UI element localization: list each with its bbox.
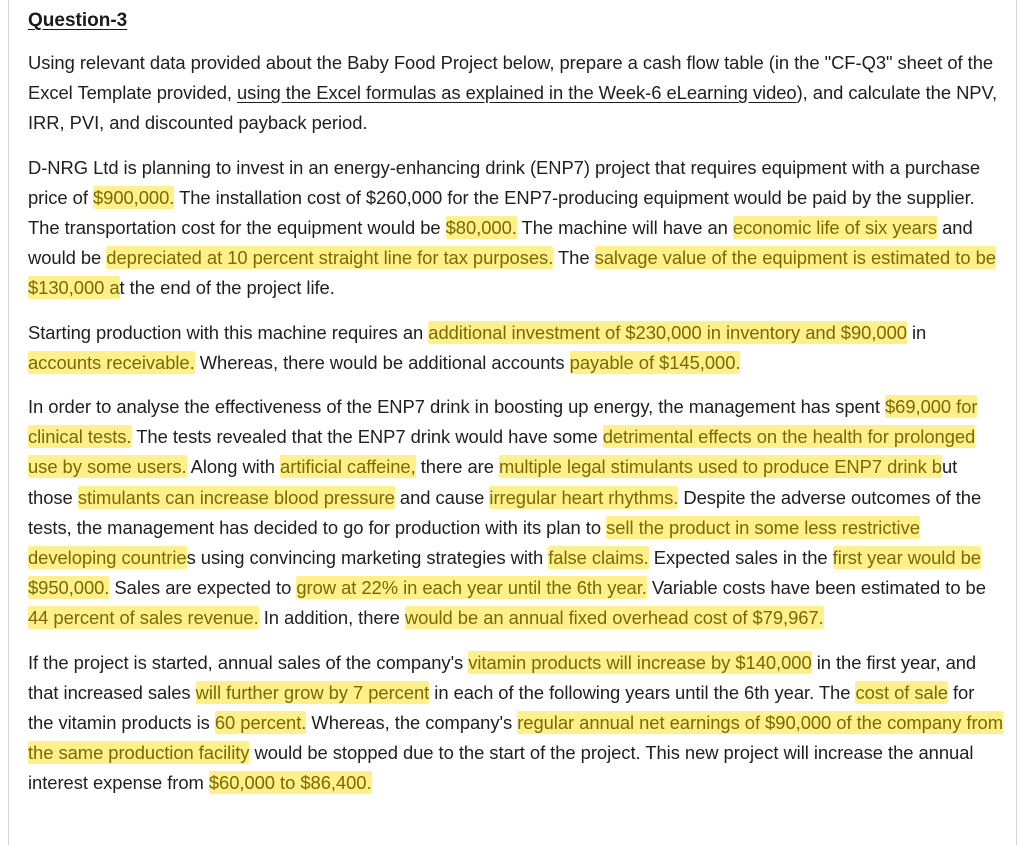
highlight-vitamin-growth: will further grow by 7 percent [195, 681, 430, 703]
text-run: in each of the following years until the 6th year. The [429, 681, 856, 703]
text-run: and cause [394, 486, 490, 508]
text-run: The [553, 247, 595, 269]
text-run: In addition, there [258, 607, 405, 629]
text-run: would be stopped due to the start of the project. This new project will increase the annual interest expense from [28, 742, 974, 794]
highlight-transport-cost: $80,000. [445, 217, 517, 239]
text-run: Along with [186, 456, 281, 478]
highlight-cost-of-sale: cost of sale [855, 681, 948, 703]
highlight-blood-pressure: stimulants can increase blood pressure [77, 486, 395, 508]
text-run: Despite the adverse outcomes of the tests, the management has decided to go for production with its plan to [28, 486, 982, 538]
text-run: The tests revealed that the ENP7 drink would have some [131, 426, 603, 448]
text-run: Variable costs have been estimated to be [646, 577, 986, 599]
text-run: there are [415, 456, 499, 478]
highlight-clinical-tests: $69,000 for clinical tests. [28, 396, 978, 448]
left-border [8, 0, 9, 845]
highlight-interest-expense: $60,000 to $86,400. [208, 772, 372, 794]
highlight-artificial-caffeine: artificial caffeine, [280, 456, 416, 478]
excel-formulas-video-link[interactable]: using the Excel formulas as explained in the Week-6 eLearning video [237, 82, 797, 104]
paragraph-equipment [28, 153, 1003, 304]
paragraph-instructions [28, 48, 1003, 139]
text-run: ), and calculate the NPV, IRR, PVI, and discounted payback period. [28, 82, 998, 134]
highlight-fixed-overhead: would be an annual fixed overhead cost of $79,967. [404, 607, 824, 629]
highlight-vitamin-sales: vitamin products will increase by $140,000 [468, 651, 812, 673]
right-border [1016, 0, 1017, 845]
text-run: Whereas, there would be additional accounts [194, 351, 570, 373]
highlight-inventory-investment: additional investment of $230,000 in inventory and $90,000 [428, 321, 907, 343]
paragraph-vitamin-products [28, 648, 1003, 799]
text-run: Starting production with this machine requires an [28, 321, 429, 343]
text-run: ut those [28, 456, 958, 508]
text-run: in [906, 321, 927, 343]
text-run: In order to analyse the effectiveness of the ENP7 drink in boosting up energy, the management has spent [28, 396, 885, 418]
highlight-purchase-price: $900,000. [92, 186, 175, 208]
text-run: and would be [28, 217, 973, 269]
highlight-sixty-percent: 60 percent. [214, 712, 307, 734]
highlight-accounts-receivable: accounts receivable. [28, 351, 195, 373]
text-run: in the first year, and that increased sales [28, 651, 977, 703]
highlight-developing-countries: sell the product in some less restrictive developing countrie [28, 516, 920, 569]
text-run: D-NRG Ltd is planning to invest in an energy-enhancing drink (ENP7) project that requires equipment with a purchase price of [28, 156, 981, 208]
text-run: If the project is started, annual sales of the company's [28, 651, 469, 673]
paragraph-working-capital [28, 318, 1003, 378]
highlight-lost-net-earnings: regular annual net earnings of $90,000 of the company from the same production facility [28, 712, 1003, 764]
highlight-detrimental-effects: detrimental effects on the health for prolonged use by some users. [28, 426, 976, 478]
highlight-variable-costs: 44 percent of sales revenue. [28, 607, 259, 629]
question-title: Question-3 [28, 10, 128, 31]
question-content [28, 8, 1003, 813]
text-run: t the end of the project life. [119, 277, 335, 299]
highlight-accounts-payable: payable of $145,000. [569, 351, 741, 373]
text-run: Expected sales in the [648, 547, 833, 569]
highlight-depreciation: depreciated at 10 percent straight line for tax purposes. [106, 247, 554, 269]
highlight-heart-rhythms: irregular heart rhythms. [489, 486, 679, 508]
highlight-false-claims: false claims. [548, 547, 649, 569]
highlight-legal-stimulants: multiple legal stimulants used to produce ENP7 drink b [498, 456, 942, 478]
highlight-salvage-value: salvage value of the equipment is estimated to be $130,000 a [28, 247, 996, 299]
text-run: Sales are expected to [109, 577, 297, 599]
highlight-sales-growth: grow at 22% in each year until the 6th year. [296, 577, 647, 599]
text-run: Using relevant data provided about the Baby Food Project below, prepare a cash flow table (in the "CF-Q3" sheet of the Excel Template provided, [28, 52, 994, 104]
highlight-first-year-sales: first year would be $950,000. [28, 547, 981, 599]
text-run: for the vitamin products is [28, 681, 975, 734]
paragraph-clinical-tests-and-sales [28, 392, 1003, 634]
text-run: Whereas, the company's [306, 712, 518, 734]
text-run: The machine will have an [516, 217, 733, 239]
text-run: s using convincing marketing strategies with [186, 547, 549, 569]
text-run: The installation cost of $260,000 for the ENP7-producing equipment would be paid by the supplier. The transportation cost for the equipment would be [28, 186, 975, 239]
highlight-economic-life: economic life of six years [732, 217, 938, 239]
